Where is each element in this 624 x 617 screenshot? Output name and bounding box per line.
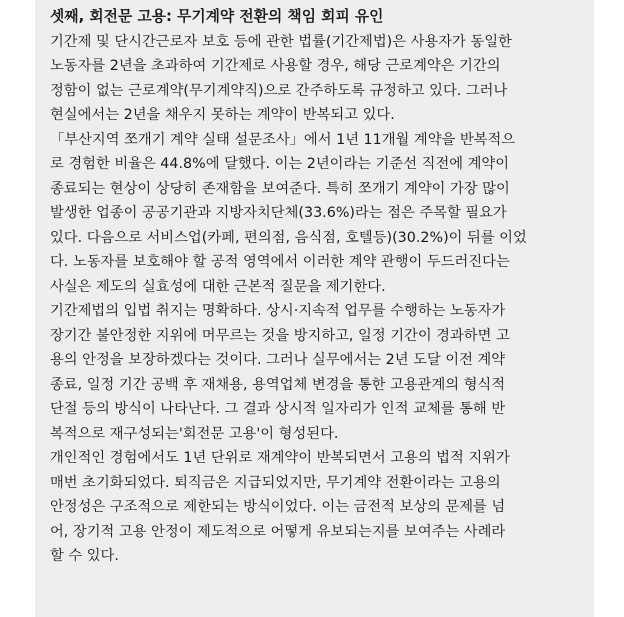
text-line: 다. 노동자를 보호해야 할 공적 영역에서 이러한 계약 관행이 두드러진다는 [50, 254, 510, 270]
text-line: 장기간 불안정한 지위에 머무르는 것을 방지하고, 일정 기간이 경과하면 고 [50, 327, 510, 344]
text-line: 정함이 없는 근로계약(무기계약직)으로 간주하도록 규정하고 있다. 그러나 [50, 82, 508, 99]
text-line: 종료, 일정 기간 공백 후 재채용, 용역업체 변경을 통한 고용관계의 형식적 [50, 376, 506, 393]
text-line: 복적으로 재구성되는'회전문 고용'이 형성된다. [50, 425, 339, 442]
text-line: 노동자를 2년을 초과하여 기간제로 사용할 경우, 해당 근로계약은 기간의 [50, 58, 501, 74]
text-line: 발생한 업종이 공공기관과 지방자치단체(33.6%)라는 점은 주목할 필요가 [50, 205, 507, 221]
text-line: 현실에서는 2년을 채우지 못하는 계약이 반복되고 있다. [50, 107, 395, 123]
text-line: 할 수 있다. [50, 548, 119, 564]
text-line: 용의 안정을 보장하겠다는 것이다. 그러나 실무에서는 2년 도달 이전 계약 [50, 352, 506, 368]
paragraph-3 [50, 299, 580, 446]
text-line: 안정성은 구조적으로 제한되는 방식이었다. 이는 금전적 보상의 문제를 넘 [50, 499, 506, 515]
text-line: 있다. 다음으로 서비스업(카페, 편의점, 음식점, 호텔등)(30.2%)이 뒤를 이었 [50, 229, 527, 246]
text-line: 종료되는 현상이 상당히 존재함을 보여준다. 특히 쪼개기 계약이 가장 많이 [50, 180, 510, 197]
text-line: 「부산지역 쪼개기 계약 실태 설문조사」에서 1년 11개월 계약을 반복적으 [50, 131, 516, 148]
paragraph-2 [50, 128, 580, 300]
text-line: 단절 등의 방식이 나타난다. 그 결과 상시적 일자리가 인적 교체를 통해 반 [50, 401, 506, 417]
text-line: 어, 장기적 고용 안정이 제도적으로 어떻게 유보되는지를 보여주는 사례라 [50, 523, 506, 540]
paragraph-1 [50, 30, 580, 128]
text-line: 로 경험한 비율은 44.8%에 달했다. 이는 2년이라는 기준선 직전에 계약이 [50, 156, 510, 172]
document-body [50, 5, 580, 569]
text-line: 기간제법의 입법 취지는 명확하다. 상시·지속적 업무를 수행하는 노동자가 [50, 303, 506, 319]
text-line: 사실은 제도의 실효성에 대한 근본적 질문을 제기한다. [50, 278, 386, 295]
section-heading: 셋째, 회전문 고용: 무기계약 전환의 책임 회피 유인 [50, 8, 384, 25]
text-line: 개인적인 경험에서도 1년 단위로 재계약이 반복되면서 고용의 법적 지위가 [50, 450, 510, 466]
paragraph-4 [50, 446, 580, 569]
text-line: 매번 초기화되었다. 퇴직금은 지급되었지만, 무기계약 전환이라는 고용의 [50, 474, 501, 491]
text-line: 기간제 및 단시간근로자 보호 등에 관한 법률(기간제법)은 사용자가 동일한 [50, 33, 512, 50]
